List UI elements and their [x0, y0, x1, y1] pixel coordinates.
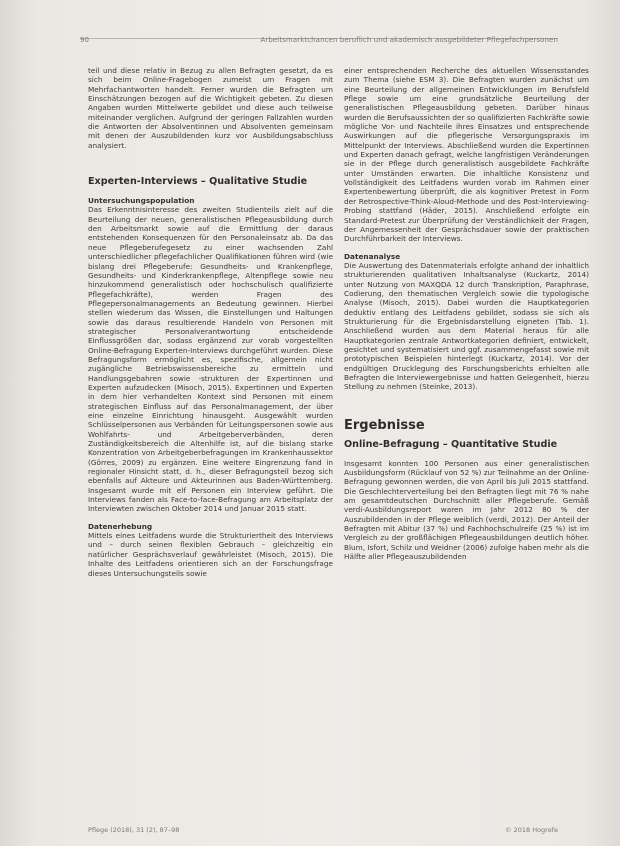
subheading-untersuchungspopulation: Untersuchungspopulation: [88, 196, 195, 206]
running-header: [80, 36, 558, 44]
paragraph-leitfaden: einer entsprechenden Recherche des aktuellen Wissensstandes zum Thema (siehe ESM 3). Die Befragten wurden zunächst um eine Beurteilung der allgemeinen Entwicklungen im Berufsfeld Pflege sowie um eine grundsätzliche Beurteilung der generalistischen Pflegeausbildung gebeten. Darüber hinaus wurden die Berufsaussichten der so qualifizierten Fachkräfte sowie mögliche Vor- und Nachteile ihres Einsatzes und entsprechende Auswirkungen auf die pflegerische Versorgungspraxis im Mittelpunkt der Interviews. Abschließend wurden die Expertinnen und Experten danach gefragt, welche langfristigen Veränderungen sie in der Pflege durch generalistisch ausgebildete Fachkräfte unter Umständen erwarten. Die inhaltliche Konsistenz und Vollständigkeit des Leitfadens wurden vorab im Rahmen einer Expertenbewertung überprüft, die als kognitiver Pretest in Form der Retrospective-Think-Aloud-Methode und des Post-Interviewing-Probing stattfand (Häder, 2015). Anschließend erfolgte ein Standard-Pretest zur Überprüfung der Verständlichkeit der Fragen, der Angemessenheit der Gesprächsdauer sowie der praktischen Durchführbarkeit der Interviews.: [344, 66, 589, 244]
subheading-datenerhebung: Datenerhebung: [88, 521, 153, 531]
footer-copyright: © 2018 Hogrefe: [505, 826, 558, 834]
paragraph-untersuchungspopulation: Das Erkenntnisinteresse des zweiten Studienteils zielt auf die Beurteilung der neuen, generalistischen Pflegeausbildung durch den Arbeitsmarkt sowie auf die Ermittlung der daraus entstehenden Konsequenzen für den Personaleinsatz ab. Da das neue Pflegeberufegesetz zu einer wachsenden Zahl unterschiedlicher pflegefachlicher Qualifikationen führen wird (wie bislang drei Pflegeberufe: Gesundheits- und Krankenpflege, Gesundheits- und Kinderkrankenpflege, Altenpflege sowie neu hinzukommend generalistisch oder hochschulisch qualifizierte Pflegefachkräfte), werden Fragen des Pflegepersonalmanagements an Bedeutung gewinnen. Hierbei stellen wiederum das Wissen, die Einstellungen und Haltungen sowie das daraus resultierende Handeln von Personen mit strategischer Personalverantwortung entscheidende Einflussgrößen dar, sodass ergänzend zur vorab vorgestellten Online-Befragung Experten-Interviews durchgeführt wurden. Diese Befragungsform ermöglicht es, spezifische, allgemein nicht zugängliche Betriebswissensbereiche zu ermitteln und Handlungsgebahren sowie -strukturen der Expertinnen und Experten aufzudecken (Misoch, 2015). Expertinnen und Experten in dem hier verhandelten Kontext sind Personen mit einem strategischen Einfluss auf das Personalmanagement, der über eine einzelne Einrichtung hinausgeht. Ausgewählt wurden Schlüsselpersonen aus Verbänden für Leitungspersonen sowie aus Wohlfahrts- und Arbeitgeberverbänden, deren Zuständigkeitsbereich die Altenhilfe ist, auf die bislang starke Konzentration von Arbeitgeberbefragungen im Krankenhaussektor (Görres, 2009) zu ergänzen. Eine weitere Eingrenzung fand in regionaler Hinsicht statt, d. h., dieser Befragungsteil bezog sich ebenfalls auf Akteure und Akteurinnen aus Baden-Württemberg. Insgesamt wurde mit elf Personen ein Interview geführt. Die Interviews fanden als Face-to-face-Befragung am Arbeitsplatz der Interviewten zwischen Oktober 2014 und Januar 2015 statt.: [88, 205, 333, 514]
paragraph-datenerhebung: Mittels eines Leitfadens wurde die Strukturiertheit des Interviews und – durch seinen flexiblen Gebrauch – gleichzeitig ein natürlicher Gesprächsverlauf gewährleistet (Misoch, 2015). Die Inhalte des Leitfadens orientieren sich an der Forschungsfrage dieses Untersuchungsteils sowie: [88, 531, 333, 578]
running-title: Arbeitsmarktchancen beruflich und akademisch ausgebildeter Pflegefachpersonen: [260, 36, 558, 44]
page-number: 90: [80, 36, 90, 44]
section-heading-online-befragung: Online-Befragung – Quantitative Studie: [344, 438, 558, 450]
subheading-datenanalyse: Datenanalyse: [344, 251, 401, 261]
footer-citation: Pflege (2018), 31 (2), 87–98: [88, 826, 180, 834]
left-column: [88, 66, 333, 578]
section-heading-experten: Experten-Interviews – Qualitative Studie: [88, 176, 308, 188]
paragraph-datenanalyse: Die Auswertung des Datenmaterials erfolgte anhand der inhaltlich strukturierenden qualitativen Inhaltsanalyse (Kuckartz, 2014) unter Nutzung von MAXQDA 12 durch Transkription, Paraphrase, Codierung, den thematischen Vergleich sowie die typologische Analyse (Misoch, 2015). Dabei wurden die Hauptkategorien deduktiv entlang des Leitfadens gebildet, sodass sie sich als Strukturierung für die Ergebnisdarstellung eigneten (Tab. 1). Anschließend wurden aus dem Material heraus für alle Hauptkategorien zentrale Antwortkategorien definiert, entwickelt, gesichtet und systematisiert und ggf. zusammengefasst sowie mit prototypischen Beispielen hinterlegt (Kuckartz, 2014). Vor der endgültigen Drucklegung des Forschungsberichts erhielten alle Befragten die Interviewergebnisse und hatten Gelegenheit, hierzu Stellung zu nehmen (Steinke, 2013).: [344, 260, 589, 392]
paragraph-ergebnisse: Insgesamt konnten 100 Personen aus einer generalistischen Ausbildungsform (Rücklauf von 52 %) zur Teilnahme an der Online-Befragung gewonnen werden, die von April bis Juli 2015 stattfand. Die Geschlechterverteilung bei den Befragten liegt mit 76 % nahe am gesamtdeutschen Durchschnitt aller Pflegeberufe. Gemäß verdi-Ausbildungsreport waren im Jahr 2012 80 % der Auszubildenden in der Pflege weiblich (verdi, 2012). Der Anteil der Befragten mit Abitur (37 %) und Fachhochschulreife (25 %) ist im Vergleich zu der großflächigen Pflegeausbildungen deutlich höher. Blum, Isfort, Schilz und Weidner (2006) zufolge haben mehr als die Hälfte aller Pflegeauszubildenden: [344, 458, 589, 562]
right-column: [344, 66, 589, 561]
heading-ergebnisse: Ergebnisse: [344, 417, 425, 433]
intro-paragraph: teil und diese relativ in Bezug zu allen Befragten gesetzt, da es sich beim Online-Fragebogen zumeist um Fragen mit Mehrfachantworten handelt. Ferner wurden die Befragten um Einschätzungen bezogen auf die Wichtigkeit gebeten. Zu diesen Angaben wurden Mittelwerte gebildet und diese auch teilweise miteinander verglichen. Aufgrund der geringen Fallzahlen wurden die Antworten der Absolventinnen und Absolventen gemeinsam mit denen der Auszubildenden kurz vor Ausbildungsabschluss analysiert.: [88, 66, 333, 150]
